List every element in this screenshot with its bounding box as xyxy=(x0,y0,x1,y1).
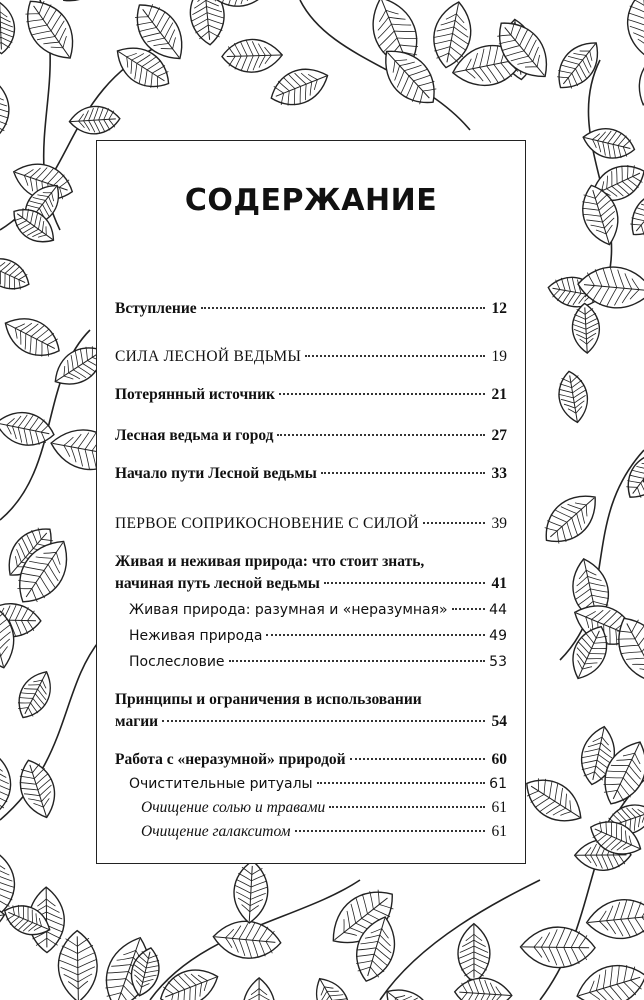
toc-entry-page: 44 xyxy=(489,602,507,618)
toc-entry-galaxite[interactable] xyxy=(141,821,507,843)
leader-dots xyxy=(423,522,485,524)
toc-entry-cleansing-rituals[interactable] xyxy=(129,773,507,795)
toc-entry-label: Очистительные ритуалы xyxy=(129,776,313,792)
leader-dots xyxy=(321,472,485,474)
toc-entry-label: СИЛА ЛЕСНОЙ ВЕДЬМЫ xyxy=(115,348,302,365)
toc-entry-page: 39 xyxy=(491,515,507,532)
leader-dots xyxy=(229,660,485,662)
table-of-contents-panel xyxy=(96,140,526,864)
toc-entry-label: ПЕРВОЕ СОПРИКОСНОВЕНИЕ С СИЛОЙ xyxy=(115,515,419,532)
toc-entry-lost-source[interactable] xyxy=(115,384,507,406)
toc-entry-label: Послесловие xyxy=(129,654,225,670)
toc-entry-page: 49 xyxy=(489,628,507,644)
page-title: СОДЕРЖАНИЕ xyxy=(184,183,438,218)
leader-dots xyxy=(324,582,485,584)
toc-entry-page: 19 xyxy=(491,348,507,365)
toc-entry-salt-herbs[interactable] xyxy=(141,797,507,819)
toc-entry-label: Работа с «неразумной» природой xyxy=(115,751,346,768)
toc-entry-page: 61 xyxy=(491,823,507,840)
toc-entry-page: 61 xyxy=(489,776,507,792)
toc-entry-page: 21 xyxy=(491,386,507,403)
toc-entry-irrational-work[interactable] xyxy=(115,749,507,771)
toc-entry-part-2[interactable] xyxy=(115,513,507,535)
toc-entry-page: 60 xyxy=(491,751,507,768)
toc-entry-label-line1: Принципы и ограничения в использовании xyxy=(115,691,422,708)
toc-entry-label: Неживая природа xyxy=(129,628,263,644)
toc-entry-page: 33 xyxy=(491,465,507,482)
toc-entry-page: 61 xyxy=(491,799,507,816)
toc-entry-label-line1: Живая и неживая природа: что стоит знать, xyxy=(115,553,425,570)
toc-entry-path-beginning[interactable] xyxy=(115,463,507,485)
toc-entry-principles[interactable] xyxy=(115,711,507,733)
toc-entry-label: Очищение солью и травами xyxy=(141,799,326,816)
toc-entry-page: 41 xyxy=(491,575,507,592)
toc-entry-label: начиная путь лесной ведьмы xyxy=(115,575,320,592)
leader-dots xyxy=(162,720,485,722)
leader-dots xyxy=(266,634,485,636)
toc-entry-living-rational[interactable] xyxy=(129,599,507,621)
leader-dots xyxy=(317,782,485,784)
leader-dots xyxy=(279,393,485,395)
leader-dots xyxy=(201,307,485,309)
toc-entry-nonliving-nature[interactable] xyxy=(129,625,507,647)
leader-dots xyxy=(277,434,485,436)
toc-entry-page: 12 xyxy=(491,300,507,317)
leader-dots xyxy=(329,806,485,808)
leader-dots xyxy=(350,758,485,760)
toc-entry-afterword[interactable] xyxy=(129,651,507,673)
leader-dots xyxy=(452,608,485,610)
toc-entry-label: магии xyxy=(115,713,159,730)
toc-entry-introduction[interactable] xyxy=(115,298,507,320)
toc-entry-label: Потерянный источник xyxy=(115,386,275,403)
toc-entry-living-nature[interactable] xyxy=(115,573,507,595)
toc-entry-label: Очищение галакситом xyxy=(141,823,291,840)
toc-entry-page: 54 xyxy=(491,713,507,730)
toc-entry-label: Начало пути Лесной ведьмы xyxy=(115,465,317,482)
leader-dots xyxy=(295,830,485,832)
toc-entry-part-1[interactable] xyxy=(115,346,507,368)
toc-entry-label: Живая природа: разумная и «неразумная» xyxy=(129,602,448,618)
toc-entry-label: Лесная ведьма и город xyxy=(115,427,274,444)
toc-entry-label: Вступление xyxy=(115,300,197,317)
toc-entry-forest-witch-city[interactable] xyxy=(115,425,507,447)
toc-entry-page: 27 xyxy=(491,427,507,444)
toc-entry-page: 53 xyxy=(489,654,507,670)
leader-dots xyxy=(305,355,485,357)
